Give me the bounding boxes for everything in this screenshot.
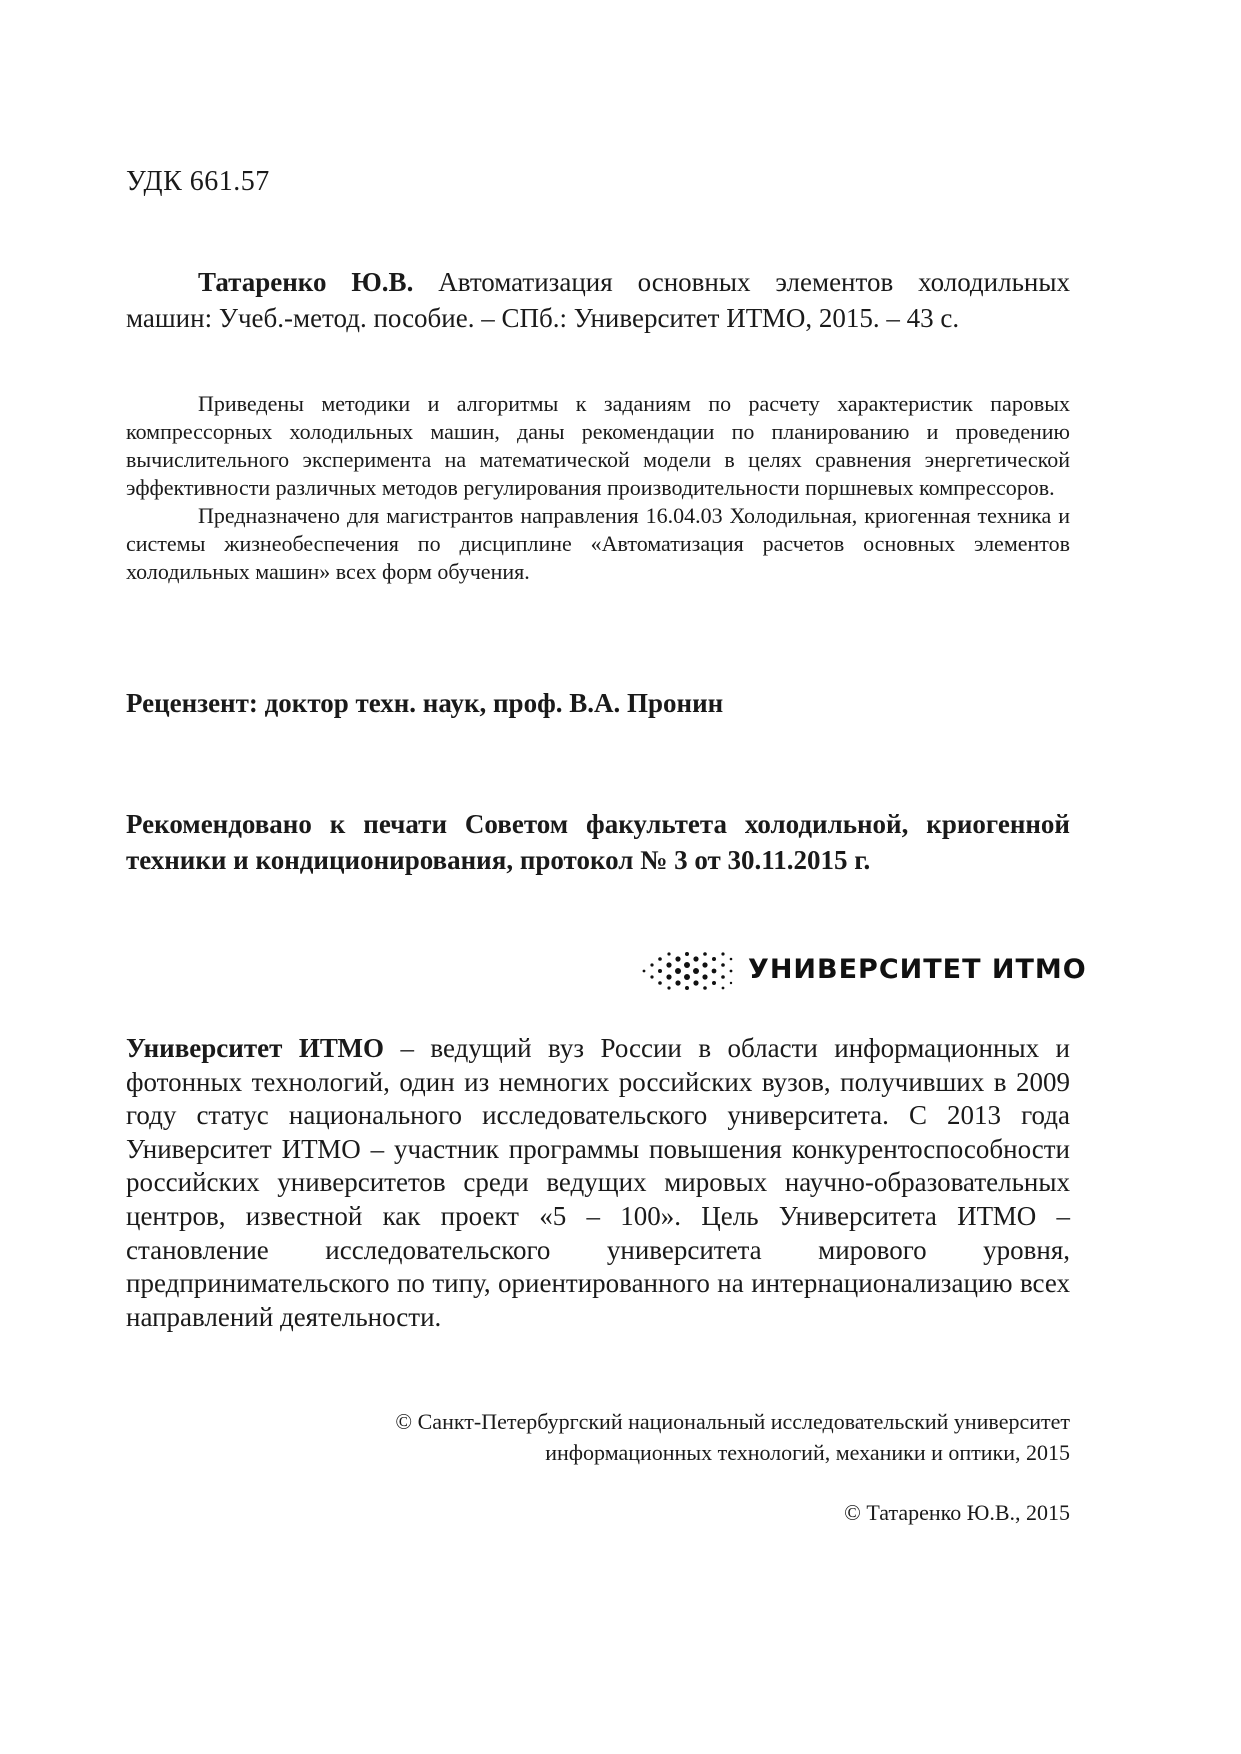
- copyright-university: [200, 1406, 1070, 1468]
- abstract: [126, 390, 1070, 586]
- reviewer-line: Рецензент: доктор техн. наук, проф. В.А. Пронин: [126, 688, 724, 718]
- copyright-author: © Татаренко Ю.В., 2015: [844, 1500, 1070, 1525]
- copyright-university-line: информационных технологий, механики и оптики, 2015: [545, 1440, 1070, 1465]
- udk-code: УДК 661.57: [126, 166, 270, 197]
- publication-recommendation: Рекомендовано к печати Советом факультета холодильной, криогенной техники и кондиционирования, протокол № 3 от 30.11.2015 г.: [126, 809, 1070, 875]
- citation-text: Автоматизация основных элементов холодильных машин: Учеб.-метод. пособие. – СПб.: Университет ИТМО, 2015. – 43 с.: [126, 267, 1070, 333]
- university-description: [126, 1032, 1070, 1334]
- itmo-logo: [638, 940, 1087, 1000]
- copyright-university-line: © Санкт-Петербургский национальный исследовательский университет: [395, 1409, 1070, 1434]
- logo-text: УНИВЕРСИТЕТ ИТМО: [748, 954, 1087, 985]
- citation-author: Татаренко Ю.В.: [198, 267, 414, 297]
- bibliographic-citation: [126, 264, 1070, 336]
- abstract-paragraph: Приведены методики и алгоритмы к заданиям по расчету характеристик паровых компрессорных холодильных машин, даны рекомендации по планированию и проведению вычислительного эксперимента на математической модели в целях сравнения энергетической эффективности различных методов регулирования производительности поршневых компрессоров.: [126, 391, 1070, 500]
- abstract-paragraph: Предназначено для магистрантов направления 16.04.03 Холодильная, криогенная техника и системы жизнеобеспечения по дисциплине «Автоматизация расчетов основных элементов холодильных машин» всех форм обучения.: [126, 503, 1070, 584]
- university-description-text: – ведущий вуз России в области информационных и фотонных технологий, один из немногих российских вузов, получивших в 2009 году статус национального исследовательского университета. С 2013 года Университет ИТМО – участник программы повышения конкурентоспособности российских университетов среди ведущих мировых научно-образовательных центров, известной как проект «5 – 100». Цель Университета ИТМО – становление исследовательского университета мирового уровня, предпринимательского по типу, ориентированного на интернационализацию всех направлений деятельности.: [126, 1033, 1071, 1332]
- university-name: Университет ИТМО: [126, 1033, 384, 1063]
- itmo-dots-icon: [638, 946, 738, 996]
